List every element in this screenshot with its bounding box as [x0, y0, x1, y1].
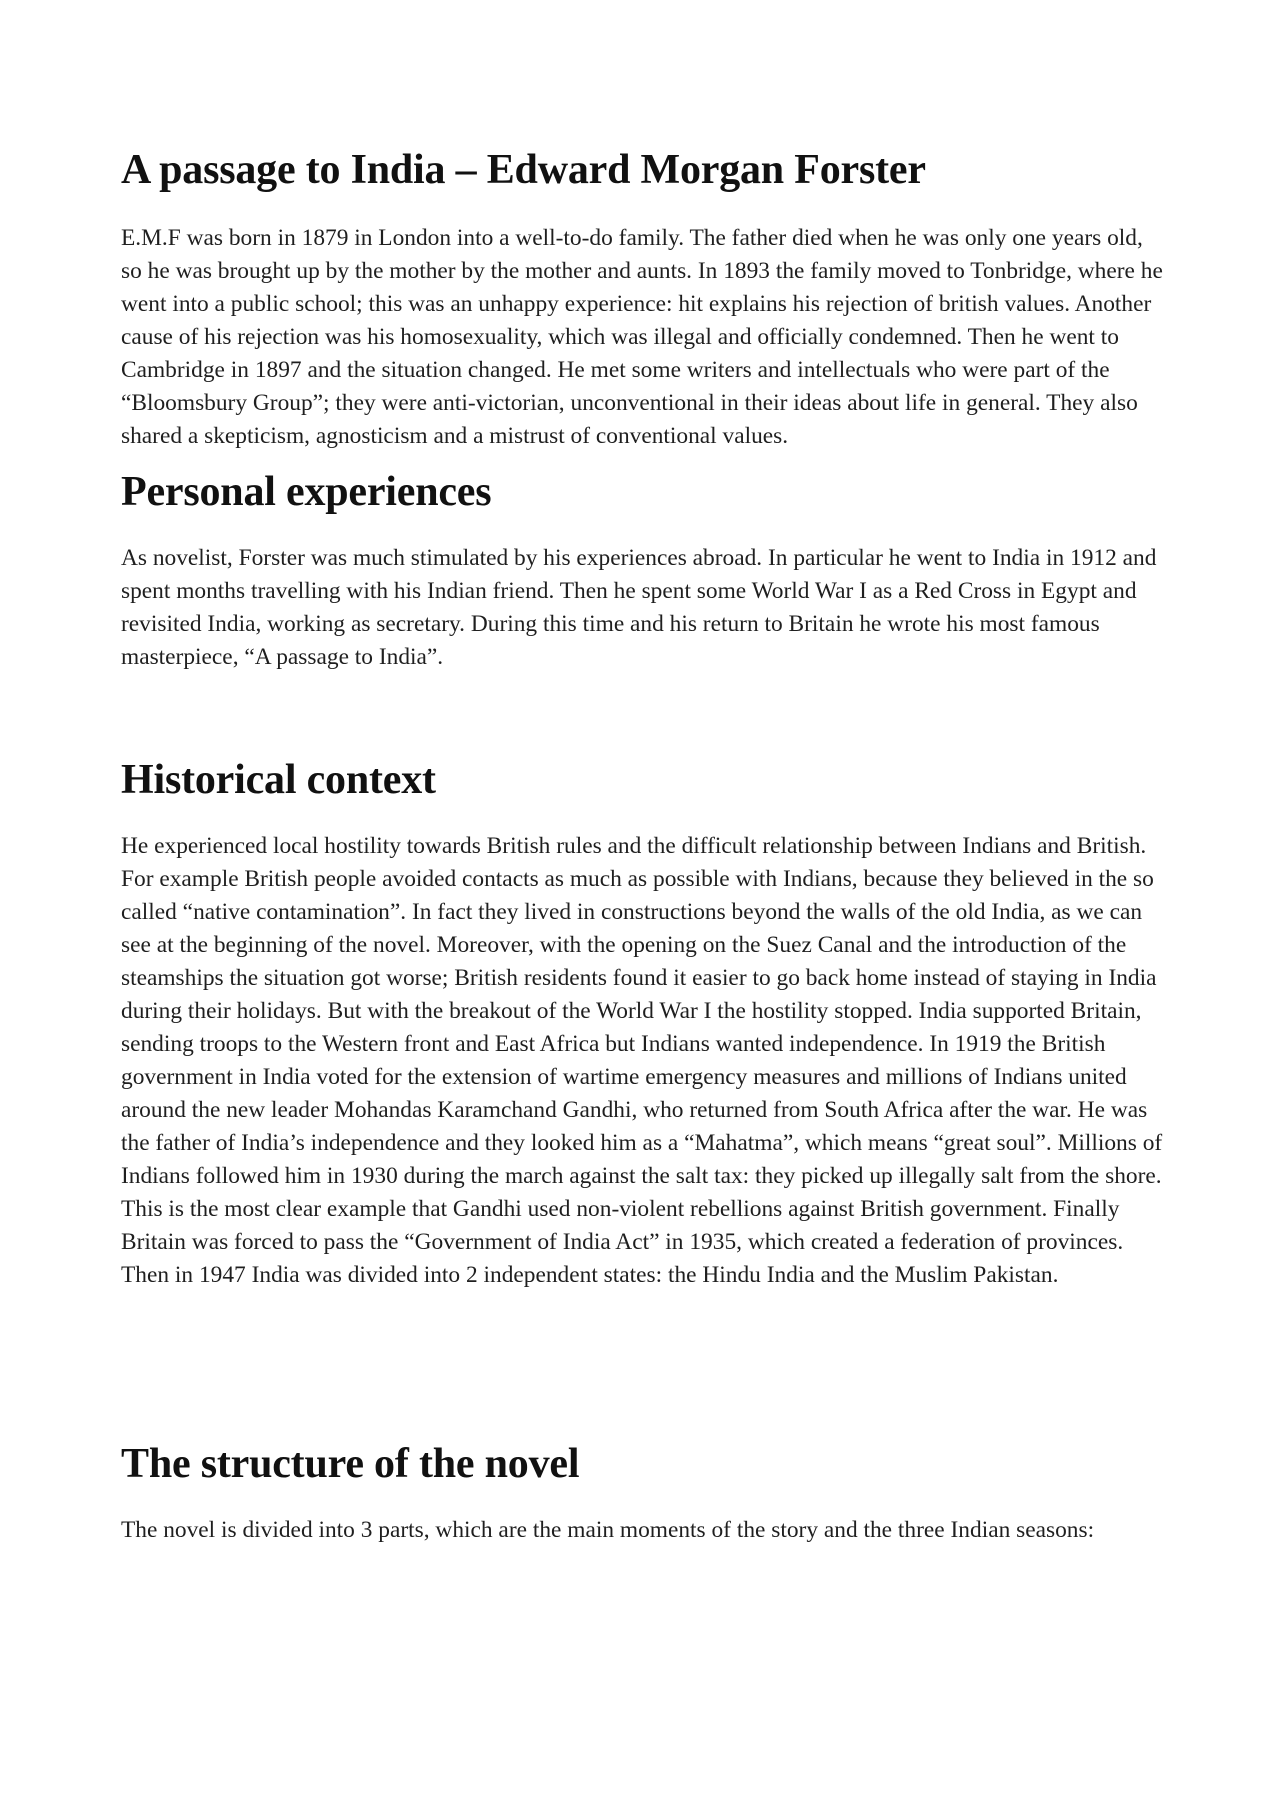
section-heading-historical-context: Historical context — [121, 757, 436, 803]
section-body-structure-of-novel: The novel is divided into 3 parts, which are the main moments of the story and the three Indian seasons: — [121, 1517, 1095, 1543]
section-body-historical-context: He experienced local hostility towards British rules and the difficult relationship between Indians and British. For example British people avoided contacts as much as possible with Indians, because they believed in the so called “native contamination”. In fact they lived in constructions beyond the walls of the old India, as we can see at the beginning of the novel. Moreover, with the opening on the Suez Canal and the introduction of the steamships the situation got worse; British residents found it easier to go back home instead of staying in India during their holidays. But with the breakout of the World War I the hostility stopped. India supported Britain, sending troops to the Western front and East Africa but Indians wanted independence. In 1919 the British government in India voted for the extension of wartime emergency measures and millions of Indians united around the new leader Mohandas Karamchand Gandhi, who returned from South Africa after the war. He was the father of India’s independence and they looked him as a “Mahatma”, which means “great soul”. Millions of Indians followed him in 1930 during the march against the salt tax: they picked up illegally salt from the shore. This is the most clear example that Gandhi used non-violent rebellions against British government. Finally Britain was forced to pass the “Government of India Act” in 1935, which created a federation of provinces. Then in 1947 India was divided into 2 independent states: the Hindu India and the Muslim Pakistan. — [121, 833, 1163, 1288]
section-heading-personal-experiences: Personal experiences — [121, 469, 492, 515]
section-body-personal-experiences: As novelist, Forster was much stimulated by his experiences abroad. In particular he went to India in 1912 and spent months travelling with his Indian friend. Then he spent some World War I as a Red Cross in Egypt and revisited India, working as secretary. During this time and his return to Britain he wrote his most famous masterpiece, “A passage to India”. — [121, 545, 1157, 670]
section-heading-structure-of-novel: The structure of the novel — [121, 1441, 580, 1487]
document-page — [121, 145, 1166, 1547]
document-title: A passage to India – Edward Morgan Forster — [121, 147, 926, 193]
intro-paragraph: E.M.F was born in 1879 in London into a well-to-do family. The father died when he was only one years old, so he was brought up by the mother by the mother and aunts. In 1893 the family moved to Tonbridge, where he went into a public school; this was an unhappy experience: hit explains his rejection of british values. Another cause of his rejection was his homosexuality, which was illegal and officially condemned. Then he went to Cambridge in 1897 and the situation changed. He met some writers and intellectuals who were part of the “Bloomsbury Group”; they were anti-victorian, unconventional in their ideas about life in general. They also shared a skepticism, agnosticism and a mistrust of conventional values. — [121, 225, 1163, 449]
